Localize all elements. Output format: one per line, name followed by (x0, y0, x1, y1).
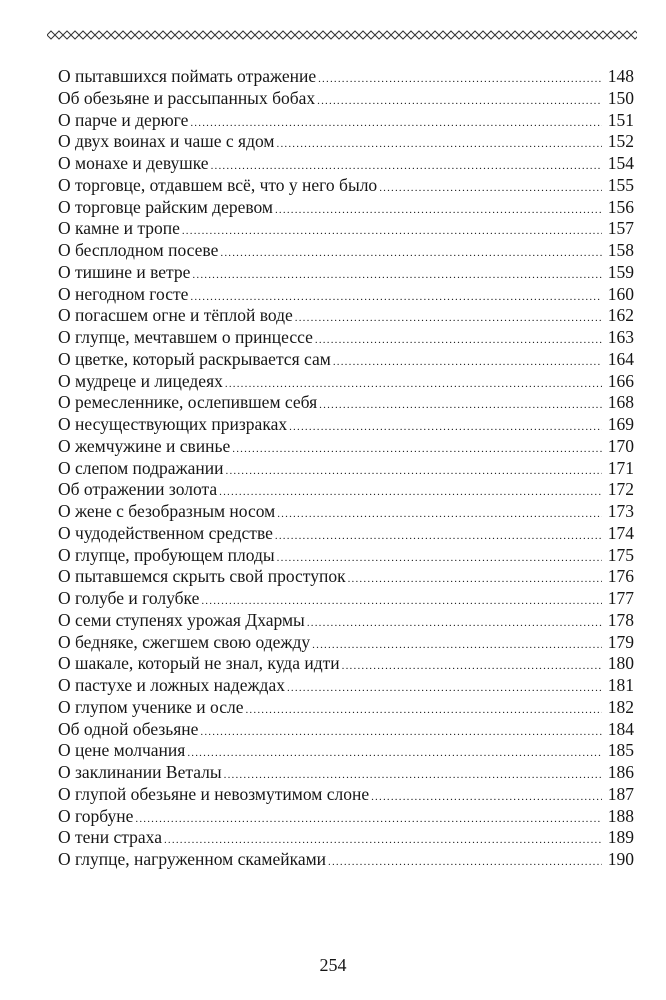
dot-leader (182, 221, 602, 243)
toc-entry (58, 88, 634, 110)
toc-entry-title: О парче и дерюге (58, 109, 189, 130)
toc-entry-title: О цене молчания (58, 740, 186, 761)
toc-entry-page: 173 (607, 501, 634, 521)
toc-entry-page: 189 (607, 827, 634, 848)
toc-entry (58, 110, 634, 132)
toc-entry-page: 177 (607, 588, 634, 608)
toc-entry-title: О ремесленнике, ослепившем себя (58, 392, 318, 413)
toc-entry (58, 806, 634, 828)
dot-leader (379, 178, 602, 200)
toc-entry-title: О двух воинах и чаше с ядом (58, 131, 275, 152)
dot-leader (232, 439, 602, 461)
dot-leader (371, 787, 602, 809)
toc-entry-title: О чудодейственном средстве (58, 522, 273, 543)
toc-entry (58, 218, 634, 240)
dot-leader (187, 743, 602, 765)
toc-entry-page: 187 (607, 783, 634, 804)
toc-entry-title: О жене с безобразным носом (58, 501, 276, 521)
toc-entry-page: 164 (607, 348, 634, 369)
toc-entry (58, 240, 634, 262)
dot-leader (200, 722, 602, 744)
toc-entry-title: О глупом ученике и осле (58, 696, 244, 717)
toc-entry-page: 150 (607, 87, 634, 108)
toc-entry-title: О пытавшемся скрыть свой проступок (58, 566, 346, 587)
table-of-contents (58, 66, 634, 871)
toc-entry-title: О тишине и ветре (58, 261, 191, 282)
toc-entry-title: О мудреце и лицедеях (58, 370, 223, 391)
toc-entry-title: О глупце, нагруженном скамейками (58, 849, 327, 869)
toc-entry (58, 175, 634, 197)
dot-leader (317, 91, 602, 113)
toc-entry-page: 184 (607, 718, 634, 739)
dot-leader (287, 678, 602, 700)
toc-entry-title: О семи ступенях урожая Дхармы (58, 609, 305, 630)
dot-leader (348, 569, 602, 591)
dot-leader (192, 265, 602, 287)
toc-entry-title: О пытавшихся поймать отражение (58, 66, 317, 86)
toc-entry (58, 719, 634, 741)
toc-entry (58, 66, 634, 88)
toc-entry-page: 171 (607, 457, 634, 478)
dot-leader (275, 200, 602, 222)
dot-leader (328, 852, 602, 874)
toc-entry-title: О шакале, который не знал, куда идти (58, 653, 340, 674)
toc-entry-page: 182 (607, 696, 634, 717)
dot-leader (220, 243, 602, 265)
toc-entry-title: О погасшем огне и тёплой воде (58, 305, 293, 326)
dot-leader (219, 482, 602, 504)
toc-entry (58, 131, 634, 153)
toc-entry (58, 675, 634, 697)
toc-entry-page: 188 (607, 805, 634, 826)
toc-entry-page: 169 (607, 414, 634, 434)
toc-entry-page: 186 (607, 762, 634, 782)
toc-entry (58, 740, 634, 762)
toc-entry (58, 284, 634, 306)
toc-entry-page: 156 (607, 196, 634, 217)
toc-entry-title: О голубе и голубке (58, 588, 200, 608)
toc-entry-page: 180 (607, 653, 634, 674)
toc-entry-title: О негодном госте (58, 283, 189, 304)
toc-entry-title: О глупце, мечтавшем о принцессе (58, 327, 313, 347)
toc-entry (58, 849, 634, 871)
toc-entry-page: 172 (607, 479, 634, 500)
dot-leader (226, 461, 603, 483)
toc-entry-page: 168 (607, 392, 634, 413)
toc-entry (58, 545, 634, 567)
toc-entry (58, 588, 634, 610)
toc-entry-title: О пастухе и ложных надеждах (58, 675, 285, 695)
toc-entry (58, 436, 634, 458)
toc-entry-page: 190 (607, 849, 634, 869)
decorative-ornament-border (47, 29, 637, 41)
toc-entry-title: Об одной обезьяне (58, 718, 199, 739)
toc-entry-title: О глупой обезьяне и невозмутимом слоне (58, 783, 370, 804)
dot-leader (289, 417, 602, 439)
toc-entry-page: 159 (607, 261, 634, 282)
toc-entry-title: О цветке, который раскрывается сам (58, 348, 331, 369)
toc-entry-page: 162 (607, 305, 634, 326)
toc-entry (58, 414, 634, 436)
dot-leader (307, 613, 602, 635)
toc-entry-title: О торговце, отдавшем всё, что у него было (58, 174, 378, 195)
toc-entry-title: О камне и тропе (58, 218, 180, 239)
toc-entry (58, 762, 634, 784)
toc-entry (58, 566, 634, 588)
dot-leader (275, 526, 602, 548)
toc-entry-page: 152 (607, 131, 634, 152)
toc-entry-page: 178 (607, 609, 634, 630)
toc-entry (58, 827, 634, 849)
toc-entry-title: О торговце райским деревом (58, 196, 273, 217)
dot-leader (318, 69, 602, 91)
toc-entry (58, 153, 634, 175)
toc-entry-page: 163 (607, 327, 634, 347)
toc-entry-title: Об отражении золота (58, 479, 218, 500)
dot-leader (135, 809, 602, 831)
toc-entry-title: О горбуне (58, 805, 134, 826)
toc-entry-page: 181 (607, 675, 634, 695)
toc-entry (58, 610, 634, 632)
dot-leader (295, 308, 602, 330)
dot-leader (342, 656, 602, 678)
toc-entry-title: О монахе и девушке (58, 153, 209, 173)
toc-entry (58, 262, 634, 284)
toc-entry-page: 158 (607, 240, 634, 260)
dot-leader (245, 700, 602, 722)
toc-entry (58, 197, 634, 219)
toc-entry (58, 458, 634, 480)
toc-entry-title: О бесплодном посеве (58, 240, 219, 260)
toc-entry-title: О бедняке, сжегшем свою одежду (58, 631, 311, 652)
toc-entry-page: 175 (607, 544, 634, 565)
toc-entry-title: О тени страха (58, 827, 162, 848)
dot-leader (315, 330, 602, 352)
toc-entry-title: Об обезьяне и рассыпанных бобах (58, 87, 316, 108)
toc-entry-title: О заклинании Веталы (58, 762, 222, 782)
toc-entry-page: 185 (607, 740, 634, 761)
toc-entry-page: 151 (607, 109, 634, 130)
toc-entry (58, 784, 634, 806)
toc-entry-page: 174 (607, 522, 634, 543)
toc-entry-page: 160 (607, 283, 634, 304)
toc-entry (58, 371, 634, 393)
toc-entry (58, 632, 634, 654)
toc-entry (58, 349, 634, 371)
toc-entry-page: 148 (607, 66, 634, 86)
toc-entry (58, 653, 634, 675)
dot-leader (277, 134, 603, 156)
dot-leader (312, 635, 602, 657)
toc-entry-title: О жемчужине и свинье (58, 435, 231, 456)
toc-entry (58, 501, 634, 523)
toc-entry-page: 176 (607, 566, 634, 587)
toc-entry (58, 697, 634, 719)
toc-entry-title: О глупце, пробующем плоды (58, 544, 275, 565)
toc-entry (58, 479, 634, 501)
toc-entry (58, 305, 634, 327)
toc-entry-page: 179 (607, 631, 634, 652)
toc-entry (58, 327, 634, 349)
toc-entry-page: 154 (607, 153, 634, 173)
dot-leader (333, 352, 602, 374)
toc-entry-page: 170 (607, 435, 634, 456)
dot-leader (277, 504, 602, 526)
toc-entry-title: О слепом подражании (58, 457, 224, 478)
toc-entry-page: 166 (607, 370, 634, 391)
toc-entry (58, 392, 634, 414)
dot-leader (319, 395, 602, 417)
page-number: 254 (319, 955, 347, 975)
toc-entry-page: 157 (607, 218, 634, 239)
toc-entry-title: О несуществующих призраках (58, 414, 288, 434)
toc-entry-page: 155 (607, 174, 634, 195)
toc-entry (58, 523, 634, 545)
